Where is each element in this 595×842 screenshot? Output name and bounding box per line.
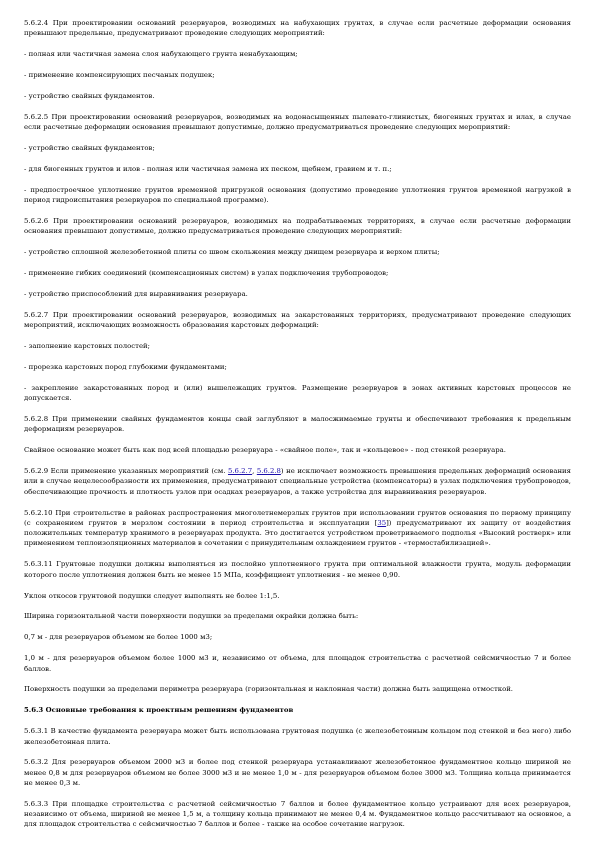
list-item: - прорезка карстовых пород глубокими фундаментами; [24,362,227,371]
paragraph-width: Ширина горизонтальной части поверхности подушки за пределами окрайки должна быть: [24,612,359,621]
paragraph-5-6-2-4: 5.6.2.4 При проектировании оснований резервуаров, возводимых на набухающих грунтах, в случае если расчетные деформации основания превышают предельные, предусматривают проведение следующих мероприятий: [24,19,571,38]
paragraph-5-6-2-9 [24,466,571,497]
paragraph-width-1-0: 1,0 м - для резервуаров объемом более 1000 м3 и, независимо от объема, для площадок строительства с расчетной сейсмичностью 7 и более баллов. [24,654,571,673]
paragraph-5-6-2-7: 5.6.2.7 При проектировании оснований резервуаров, возводимых на закарстованных территориях, предусматривают проведение следующих мероприятий, исключающих возможность образования карстовых деформаций: [24,310,571,330]
list-item: - полная или частичная замена слоя набухающего грунта ненабухающим; [24,50,298,59]
paragraph-5-6-3-3: 5.6.3.3 При площадке строительства с расчетной сейсмичностью 7 баллов и более фундаментное кольцо устраивают для всех резервуаров, независимо от объема, шириной не менее 1,5 м, а толщину кольца принимают не менее 0,4 м. Фундаментное кольцо рассчитывают на основное, а для площадок строительства с сейсмичностью 7 баллов и более - также на особое сочетание нагрузок. [24,799,571,829]
paragraph-pile-foundation: Свайное основание может быть как под всей площадью резервуара - «свайное поле», так и «кольцевое» - под стенкой резервуара. [24,446,506,455]
paragraph-5-6-2-8: 5.6.2.8 При применении свайных фундаментов концы свай заглубляют в малосжимаемые грунты и обеспечивают требования к предельным деформациям резервуаров. [24,415,571,434]
paragraph-text: ]) предусматривают их защиту от воздействия положительных температур хранимого в резервуарах продукта. Это достигается устройством проветриваемого подполья «Высокий ростверк» или применением теплоизоляционных материалов в сочетании с принудительным охлаждением грунтов - «термостабилизацией». [24,518,571,548]
list-item: - применение гибких соединений (компенсационных систем) в узлах подключения трубопроводов; [24,269,389,278]
list-item: - для биогенных грунтов и илов - полная или частичная замена их песком, щебнем, гравием и т. п.; [24,164,392,173]
list-item: - устройство сплошной железобетонной плиты со швом скольжения между днищем резервуара и верхом плиты; [24,248,440,257]
list-item: - устройство свайных фундаментов; [24,144,155,153]
paragraph-5-6-3-2: 5.6.3.2 Для резервуаров объемом 2000 м3 и более под стенкой резервуара устанавливают железобетонное фундаментное кольцо шириной не менее 0,8 м для резервуаров объемом не более 3000 м3 и не менее 1,0 м - для резервуаров объемом более 3000 м3. Толщина кольца принимается не менее 0,3 м. [24,758,571,787]
document-page [24,18,571,830]
list-item: - закрепление закарстованных пород и (или) вышележащих грунтов. Размещение резервуаров в зонах активных карстовых процессов не допускается. [24,383,571,403]
paragraph-5-6-3-1: 5.6.3.1 В качестве фундамента резервуара может быть использована грунтовая подушка (с железобетонным кольцом под стенкой и без него) либо железобетонная плита. [24,727,571,746]
paragraph-text: 5.6.2.10 При строительстве в районах распространения многолетнемерзлых грунтов при использовании грунтов основания по первому принципу (с сохранением грунтов в мерзлом состоянии в период строительства и эксплуатации [ [24,508,571,527]
paragraph-text: , [252,467,257,476]
bibliography-link-35[interactable]: 35 [377,518,387,527]
paragraph-surface: Поверхность подушки за пределами периметра резервуара (горизонтальная и наклонная части) должна быть защищена отмосткой. [24,685,514,694]
paragraph-slope: Уклон откосов грунтовой подушки следует выполнять не более 1:1,5. [24,591,280,600]
paragraph-5-6-2-10 [24,508,571,549]
section-link-5-6-2-8[interactable]: 5.6.2.8 [256,467,281,476]
section-link-5-6-2-7[interactable]: 5.6.2.7 [227,467,253,476]
paragraph-5-6-3-11: 5.6.3.11 Грунтовые подушки должны выполняться из послойно уплотненного грунта при оптимальной влажности грунта, модуль деформации которого после уплотнения должен быть не менее 15 МПа, коэффициент уплотнения - не менее 0,90. [24,560,571,579]
paragraph-width-0-7: 0,7 м - для резервуаров объемом не более 1000 м3; [24,633,213,642]
section-heading-5-6-3: 5.6.3 Основные требования к проектным решениям фундаментов [24,706,294,715]
paragraph-text: 5.6.2.9 Если применение указанных мероприятий (см. [24,467,228,476]
list-item: - устройство свайных фундаментов. [24,91,155,100]
list-item: - заполнение карстовых полостей; [24,342,150,351]
list-item: - предпостроечное уплотнение грунтов временной пригрузкой основания (допустимо проведение уплотнения грунтов временной нагрузкой в период гидроиспытания резервуаров по специальной программе). [24,185,571,205]
paragraph-text: ) не исключает возможность превышения предельных деформаций основания или в случае нецелесообразности их применения, предусматривают специальные устройства (компенсаторы) в узлах подключения трубопроводов, обеспечивающие прочность и плотность узлов при осадках резервуаров, а также устройства для выравнивания резервуаров. [24,467,571,496]
paragraph-5-6-2-5: 5.6.2.5 При проектировании оснований резервуаров, возводимых на водонасыщенных пылевато-глинистых, биогенных грунтах и илах, в случае если расчетные деформации основания превышают допустимые, должно предусматриваться проведение следующих мероприятий: [24,112,571,132]
list-item: - применение компенсирующих песчаных подушек; [24,71,215,80]
list-item: - устройство приспособлений для выравнивания резервуара. [24,289,248,298]
paragraph-5-6-2-6: 5.6.2.6 При проектировании оснований резервуаров, возводимых на подрабатываемых территориях, в случае если расчетные деформации основания превышают допустимые, должно предусматриваться проведение следующих мероприятий: [24,217,571,236]
